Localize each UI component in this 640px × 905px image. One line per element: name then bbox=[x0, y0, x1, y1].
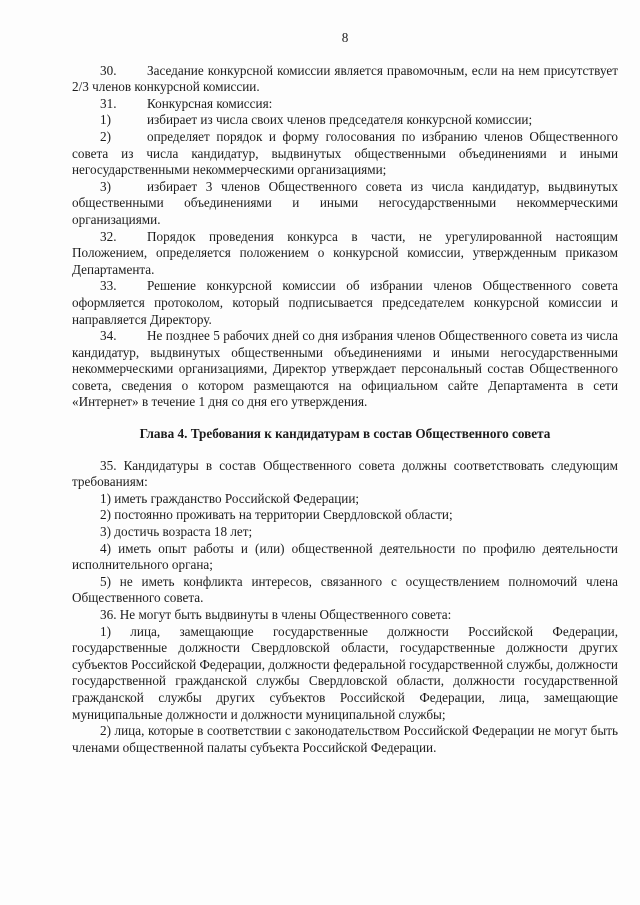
item-35-4: 4) иметь опыт работы и (или) общественной деятельности по профилю деятельности исполнительного органа; bbox=[72, 540, 618, 573]
item-text: Конкурсная комиссия: bbox=[147, 95, 273, 111]
item-35-2: 2) постоянно проживать на территории Свердловской области; bbox=[100, 507, 453, 523]
item-text: определяет порядок и форму голосования по избранию членов Общественного совета из числа кандидатур, выдвинутых общественными объединениями и иными негосударственными некоммерческими организациями; bbox=[72, 128, 618, 178]
item-34 bbox=[72, 328, 618, 411]
item-number: 33. bbox=[100, 278, 117, 294]
item-36: 36. Не могут быть выдвинуты в члены Общественного совета: bbox=[100, 607, 452, 622]
item-35: 35. Кандидатуры в состав Общественного совета должны соответствовать следующим требованиям: bbox=[72, 457, 618, 490]
item-number: 31. bbox=[100, 95, 117, 111]
item-number: 2) bbox=[100, 128, 111, 144]
item-text: избирает 3 членов Общественного совета из числа кандидатур, выдвинутых общественными объединениями и иными негосударственными некоммерческими организациями. bbox=[72, 178, 618, 227]
item-text: Порядок проведения конкурса в части, не урегулированной настоящим Положением, определяется положением о конкурсной комиссии, утвержденным приказом Департамента. bbox=[72, 228, 618, 277]
item-31 bbox=[72, 96, 618, 113]
item-text: Не позднее 5 рабочих дней со дня избрания членов Общественного совета из числа кандидатур, выдвинутых общественными объединениями и иными негосударственными некоммерческими организациями, Директор утверждает персональный состав Общественного совета, сведения о котором размещаются на официальном сайте Департамента в сети «Интернет» в течение 1 дня со дня его утверждения. bbox=[72, 328, 618, 410]
item-32 bbox=[72, 229, 618, 279]
item-35-3: 3) достичь возраста 18 лет; bbox=[100, 524, 253, 540]
item-number: 3) bbox=[100, 178, 111, 194]
item-text: Заседание конкурсной комиссии является правомочным, если на нем присутствует 2/3 членов конкурсной комиссии. bbox=[72, 62, 618, 95]
item-number: 34. bbox=[100, 328, 117, 344]
item-number: 32. bbox=[100, 228, 117, 244]
item-33 bbox=[72, 278, 618, 328]
item-31-3 bbox=[72, 179, 618, 229]
item-text: Решение конкурсной комиссии об избрании членов Общественного совета оформляется протоколом, который подписывается председателем конкурсной комиссии и направляется Директору. bbox=[72, 278, 618, 327]
item-number: 1) bbox=[100, 112, 111, 128]
item-text: избирает из числа своих членов председателя конкурсной комиссии; bbox=[147, 112, 533, 128]
item-number: 30. bbox=[100, 62, 117, 78]
chapter-4-heading: Глава 4. Требования к кандидатурам в состав Общественного совета bbox=[139, 426, 551, 442]
item-31-1 bbox=[72, 112, 618, 129]
item-35-1: 1) иметь гражданство Российской Федерации; bbox=[100, 490, 360, 506]
item-36-1: 1) лица, замещающие государственные должности Российской Федерации, государственные должности Свердловской области, государственные должности других субъектов Российской Федерации, должности федеральной государственной службы, должности государственной гражданской службы Свердловской области, должности государственной гражданской службы других субъектов Российской Федерации, лица, замещающие муниципальные должности и должности муниципальной службы; bbox=[72, 623, 618, 722]
item-35-5: 5) не иметь конфликта интересов, связанного с осуществлением полномочий члена Общественного совета. bbox=[72, 573, 618, 606]
item-30 bbox=[72, 63, 618, 96]
page-number: 8 bbox=[341, 30, 349, 45]
item-31-2 bbox=[72, 129, 618, 179]
item-36-2: 2) лица, которые в соответствии с законодательством Российской Федерации не могут быть членами общественной палаты субъекта Российской Федерации. bbox=[72, 723, 618, 755]
